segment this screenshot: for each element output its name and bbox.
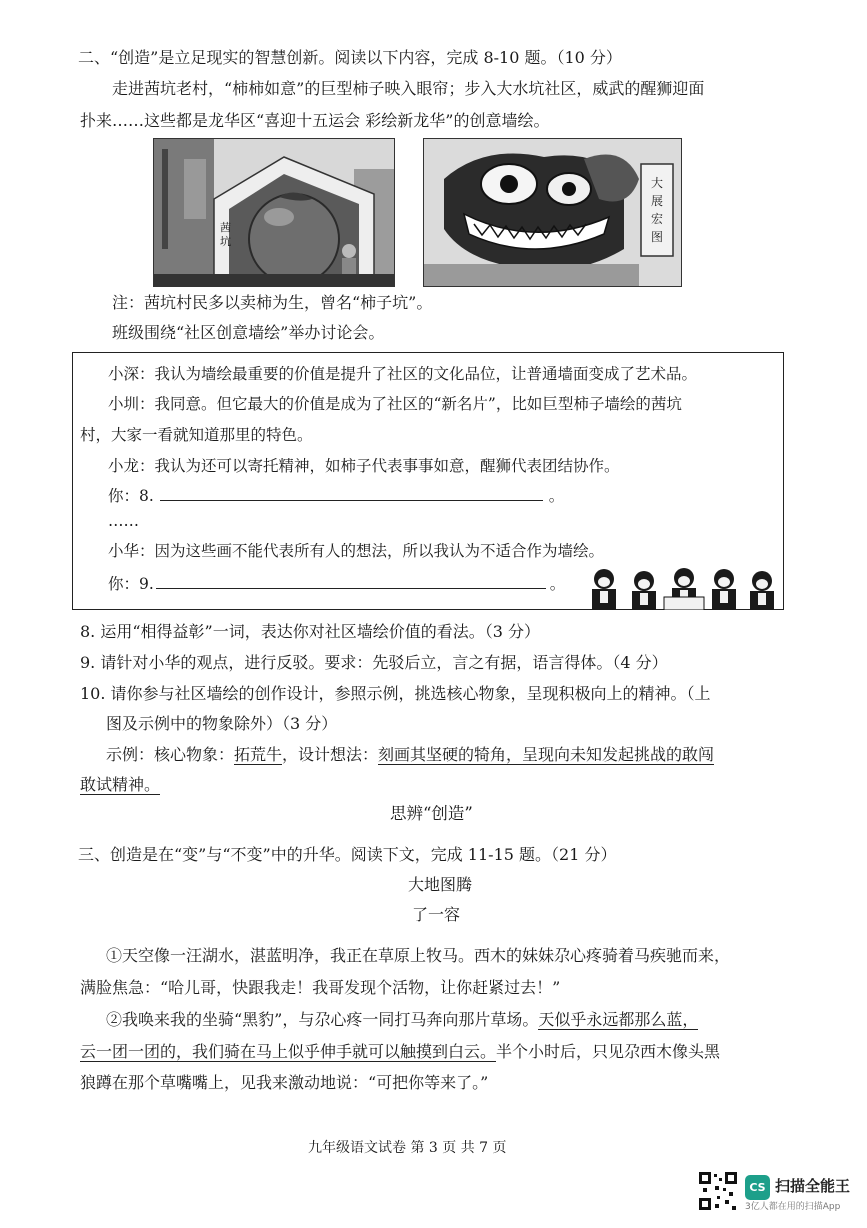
example-object: 拓荒牛 <box>234 745 283 764</box>
example-label-1: 示例：核心物象： <box>106 745 235 764</box>
paragraph-2-line1 <box>106 1009 698 1031</box>
scanner-app-name: 扫描全能王 <box>775 1177 851 1195</box>
banner-char-1: 大 <box>650 176 664 190</box>
question-9: 9. 请针对小华的观点，进行反驳。要求：先驳后立，言之有据，语言得体。（4 分） <box>80 653 668 672</box>
dialog-xiaohua: 小华：因为这些画不能代表所有人的想法，所以我认为不适合作为墙绘。 <box>108 542 605 560</box>
section2-heading: 二、“创造”是立足现实的智慧创新。阅读以下内容，完成 8-10 题。（10 分） <box>78 48 622 67</box>
answer-9-suffix: 。 <box>549 575 566 593</box>
paragraph-2-line2-b: 半个小时后，只见尕西木像头黑 <box>496 1042 721 1061</box>
question-10-line2: 图及示例中的物象除外）（3 分） <box>106 714 338 733</box>
dialog-xiaozhen-line2: 村，大家一看就知道那里的特色。 <box>80 426 313 444</box>
paragraph-2-line1-b: 天似乎永远都那么蓝， <box>538 1010 699 1029</box>
answer-9-blank[interactable] <box>156 572 546 589</box>
banner-char-4: 图 <box>650 230 664 244</box>
example-idea-line2: 敢试精神。 <box>80 775 161 794</box>
article-author: 了一容 <box>412 905 461 924</box>
persimmon-mural-illustration <box>154 139 394 286</box>
students-illustration <box>586 565 781 610</box>
paragraph-1-line2: 满脸焦急：“哈儿哥，快跟我走！我哥发现个活物，让你赶紧过去！” <box>80 978 561 997</box>
intro-line-2: 扑来……这些都是龙华区“喜迎十五运会 彩绘新龙华”的创意墙绘。 <box>80 111 550 130</box>
sign-text-1: 茜 <box>220 221 231 234</box>
answer-8-suffix: 。 <box>548 487 565 505</box>
section3-heading: 三、创造是在“变”与“不变”中的升华。阅读下文，完成 11-15 题。（21 分） <box>78 845 617 864</box>
paragraph-2-line3: 狼蹲在那个草嘴嘴上，见我来激动地说：“可把你等来了。” <box>80 1073 489 1092</box>
note-text: 注：茜坑村民多以卖柿为生，曾名“柿子坑”。 <box>112 293 433 312</box>
persimmon-mural-photo <box>153 138 395 287</box>
answer-8-row <box>108 484 564 507</box>
lion-mural-illustration <box>424 139 681 286</box>
answer-8-prefix: 你：8. <box>108 487 154 505</box>
dialog-xiaolong: 小龙：我认为还可以寄托精神，如柿子代表事事如意，醒狮代表团结协作。 <box>108 457 620 475</box>
question-8: 8. 运用“相得益彰”一词，表达你对社区墙绘价值的看法。（3 分） <box>80 622 540 641</box>
banner-char-3: 宏 <box>650 212 664 226</box>
dialog-xiaozhen-line1: 小圳：我同意。但它最大的价值是成为了社区的“新名片”，比如巨型柿子墙绘的茜坑 <box>108 395 682 413</box>
section-title: 思辨“创造” <box>390 804 473 823</box>
scanner-app-logo: CS <box>745 1175 770 1200</box>
example-line-1 <box>106 744 714 766</box>
paragraph-1-line1: ①天空像一汪湖水，湛蓝明净，我正在草原上牧马。西木的妹妹尕心疼骑着马疾驰而来， <box>106 946 731 965</box>
answer-9-row <box>108 572 565 595</box>
scanner-app-tagline: 3亿人都在用的扫描App <box>745 1202 841 1212</box>
dialog-ellipsis: …… <box>108 512 139 530</box>
dialog-xiaoshen: 小深：我认为墙绘最重要的价值是提升了社区的文化品位，让普通墙面变成了艺术品。 <box>108 365 698 383</box>
intro-line-1: 走进茜坑老村，“柿柿如意”的巨型柿子映入眼帘；步入大水坑社区，威武的醒狮迎面 <box>112 79 705 98</box>
answer-8-blank[interactable] <box>160 484 543 501</box>
sign-text-2: 坑 <box>220 235 231 248</box>
paragraph-2-line2-a: 云一团一团的，我们骑在马上似乎伸手就可以触摸到白云。 <box>80 1042 497 1061</box>
paragraph-2-line2 <box>80 1041 720 1063</box>
example-idea-line1: 刻画其坚硬的犄角，呈现向未知发起挑战的敢闯 <box>378 745 715 764</box>
answer-9-prefix: 你：9. <box>108 575 154 593</box>
question-10-line1: 10. 请你参与社区墙绘的创作设计，参照示例，挑选核心物象，呈现积极向上的精神。（上 <box>80 684 711 703</box>
qr-code <box>697 1170 739 1212</box>
article-title: 大地图腾 <box>408 875 473 894</box>
class-event-text: 班级围绕“社区创意墙绘”举办讨论会。 <box>112 323 385 342</box>
banner-char-2: 展 <box>650 194 664 208</box>
example-label-2: ，设计想法： <box>282 745 379 764</box>
page-footer: 九年级语文试卷 第 3 页 共 7 页 <box>308 1140 507 1156</box>
lion-mural-photo <box>423 138 682 287</box>
paragraph-2-line1-a: ②我唤来我的坐骑“黑豹”，与尕心疼一同打马奔向那片草场。 <box>106 1010 539 1029</box>
example-line-2 <box>80 774 160 796</box>
